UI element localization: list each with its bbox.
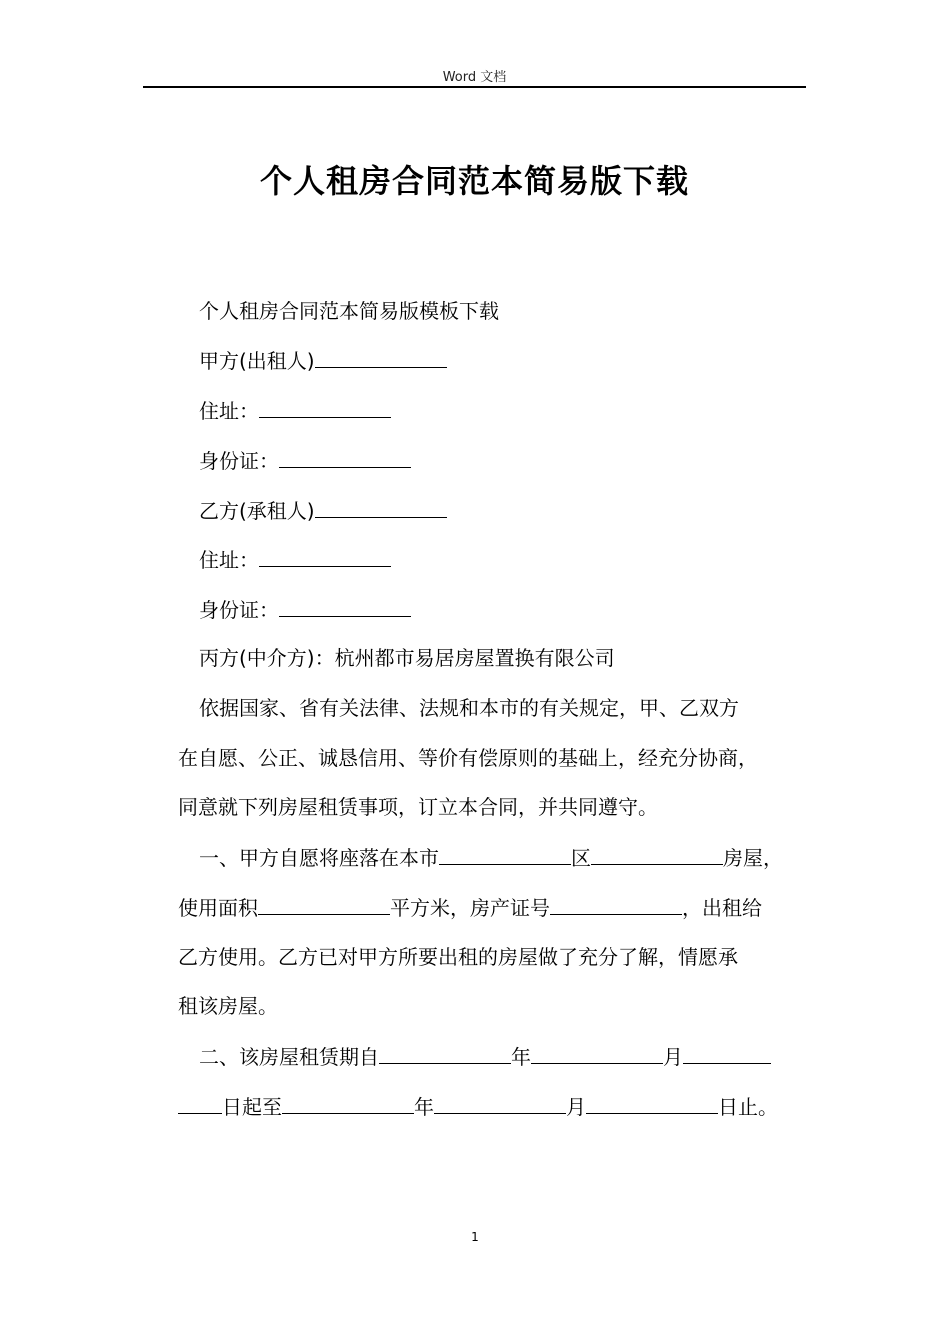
text: 依据国家、省有关法律、法规和本市的有关规定，甲、乙双方 xyxy=(199,696,739,720)
text-part: 年 xyxy=(414,1095,434,1119)
label: 丙方(中介方)：杭州都市易居房屋置换有限公司 xyxy=(199,646,615,670)
label: 甲方(出租人) xyxy=(199,349,315,373)
clause-1-line xyxy=(178,842,803,873)
party-a-id-line xyxy=(178,445,824,476)
fill-blank xyxy=(282,1091,414,1114)
text: 租该房屋。 xyxy=(178,994,278,1018)
party-a-address-line xyxy=(178,395,824,426)
text-part: 一、甲方自愿将座落在本市 xyxy=(199,846,439,870)
text-part: 月 xyxy=(566,1095,586,1119)
text-part: 平方米，房产证号 xyxy=(390,896,550,920)
label: 身份证： xyxy=(199,449,279,473)
fill-blank xyxy=(379,1041,511,1064)
text xyxy=(199,842,783,873)
paragraph-line xyxy=(178,743,803,773)
fill-blank xyxy=(178,1091,222,1114)
clause-1-line xyxy=(178,991,803,1021)
fill-blank xyxy=(279,445,411,468)
text: 乙方使用。乙方已对甲方所要出租的房屋做了充分了解，情愿承 xyxy=(178,945,738,969)
text: 同意就下列房屋租赁事项，订立本合同，并共同遵守。 xyxy=(178,795,658,819)
clause-1-line xyxy=(178,942,803,972)
fill-blank xyxy=(279,594,411,617)
text: 在自愿、公正、诚恳信用、等价有偿原则的基础上，经充分协商， xyxy=(178,746,758,770)
document-title: 个人租房合同范本简易版下载 xyxy=(259,162,689,200)
party-a-line xyxy=(178,345,824,376)
fill-blank xyxy=(550,892,682,915)
party-c-line xyxy=(178,643,824,673)
fill-blank xyxy=(683,1041,771,1064)
paragraph-subtitle xyxy=(178,296,824,326)
fill-blank xyxy=(531,1041,663,1064)
label: 乙方(承租人) xyxy=(199,499,315,523)
fill-blank xyxy=(434,1091,566,1114)
party-b-id-line xyxy=(178,594,824,625)
text-part: ，出租给 xyxy=(682,896,762,920)
label: 住址： xyxy=(199,399,259,423)
fill-blank xyxy=(591,842,723,865)
page-header: Word 文档 xyxy=(442,70,507,85)
clause-2-line xyxy=(178,1041,824,1072)
fill-blank xyxy=(439,842,571,865)
fill-blank xyxy=(315,495,447,518)
paragraph-line xyxy=(178,693,824,723)
header-divider xyxy=(143,86,806,88)
fill-blank xyxy=(259,544,391,567)
label: 住址： xyxy=(199,548,259,572)
paragraph-line xyxy=(178,792,803,822)
fill-blank xyxy=(586,1091,718,1114)
fill-blank xyxy=(315,345,447,368)
fill-blank xyxy=(259,395,391,418)
text-part: 房屋， xyxy=(723,846,783,870)
text-part: 使用面积 xyxy=(178,896,258,920)
clause-2-line xyxy=(178,1091,803,1122)
text-part: 月 xyxy=(663,1045,683,1069)
text-part: 区 xyxy=(571,846,591,870)
text: 个人租房合同范本简易版模板下载 xyxy=(199,299,499,323)
label: 身份证： xyxy=(199,598,279,622)
text-part: 二、该房屋租赁期自 xyxy=(199,1045,379,1069)
text-part: 日止。 xyxy=(718,1095,778,1119)
party-b-address-line xyxy=(178,544,824,575)
party-b-line xyxy=(178,495,824,526)
fill-blank xyxy=(258,892,390,915)
text-part: 年 xyxy=(511,1045,531,1069)
clause-1-line xyxy=(178,892,803,923)
page-number: 1 xyxy=(471,1230,479,1244)
text-part: 日起至 xyxy=(222,1095,282,1119)
